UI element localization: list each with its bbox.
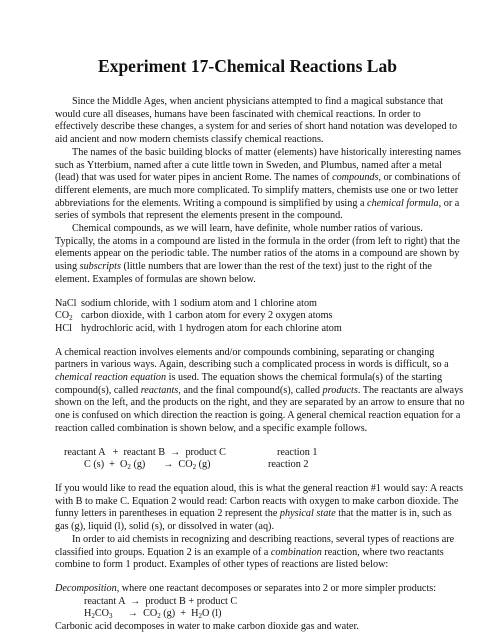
subscript: 2	[91, 612, 95, 621]
decomposition-general-equation	[55, 596, 465, 609]
subscript: 3	[109, 612, 113, 621]
text: that the matter is in, such as gas (g), liquid (l), solid (s), or dissolved in water (aq).	[55, 508, 452, 533]
decomposition-heading	[55, 583, 465, 596]
text: , or a series of symbols that represent the elements present in the compound.	[55, 197, 460, 222]
text: Chemical compounds, as we will learn, have definite, whole number ratios of various. Typically, the atoms in a compound are listed in the formula in the order (from left to right) that the elements appear on the periodic table. The number ratios of the atoms in a compound are shown by using	[55, 223, 460, 273]
equation-1-label: reaction 1	[277, 446, 318, 458]
text: O (l)	[201, 608, 222, 620]
formula-row	[55, 310, 465, 323]
text: (g) → CO	[130, 459, 193, 471]
text: reaction, where two reactants combine to form 1 product. Examples of other types of reactions are listed below:	[55, 546, 444, 571]
formula-symbol	[55, 310, 81, 323]
formula-row	[55, 323, 465, 336]
text: H	[84, 608, 92, 620]
paragraph-intro	[55, 96, 465, 147]
text: (g) + H	[160, 608, 199, 620]
decomposition-general-formula: reactant A → product B + product C	[84, 595, 238, 607]
term-chemical-formula: chemical formula	[367, 197, 439, 209]
equation-2-label: reaction 2	[268, 459, 309, 471]
term-reactants: reactants	[140, 384, 179, 396]
formula-subscript: 2	[69, 314, 73, 323]
text: , where one reactant decomposes or separates into 2 or more simpler products:	[116, 582, 437, 594]
term-chemical-reaction-equation: chemical reaction equation	[55, 372, 167, 384]
paragraph-reaction-equation	[55, 347, 465, 436]
text: → CO	[112, 608, 158, 620]
equation-reaction-2	[55, 459, 465, 472]
equation-reaction-1	[55, 447, 465, 460]
formula-symbol-text: HCl	[55, 322, 72, 334]
spacer	[55, 287, 465, 298]
text: (g)	[196, 459, 211, 471]
term-subscripts: subscripts	[79, 261, 121, 273]
term-decomposition: Decomposition	[55, 582, 117, 594]
paragraph-read-aloud	[55, 483, 465, 534]
formula-symbol-text: CO	[55, 310, 70, 322]
term-physical-state: physical state	[279, 508, 336, 520]
spacer	[55, 572, 465, 583]
formula-row	[55, 298, 465, 311]
text: In order to aid chemists in recognizing and describing reactions, several types of reactions are classified into groups. Equation 2 is an example of a	[55, 533, 455, 558]
decomposition-example-equation	[55, 608, 465, 621]
formula-symbol	[55, 298, 81, 311]
spacer	[55, 472, 465, 483]
paragraph-reaction-types	[55, 534, 465, 572]
subscript: 2	[192, 463, 197, 472]
equation-2-formula	[55, 459, 268, 472]
page-title: Experiment 17-Chemical Reactions Lab	[98, 56, 397, 76]
paragraph-intro-text: Since the Middle Ages, when ancient physicians attempted to find a magical substance that would cure all diseases, humans have been fascinated with chemical reactions. In order to effectively describe these changes, a system for and series of short hand notation was developed to aid ancient and now modern chemists classify chemical reactions.	[55, 96, 458, 146]
text: is used. The equation shows the chemical formula(s) of the starting compound(s), called	[55, 372, 443, 396]
document-body	[55, 96, 465, 634]
term-combination: combination	[270, 546, 322, 558]
decomposition-explanation: Carbonic acid decomposes in water to make carbon dioxide gas and water.	[55, 621, 359, 633]
decomposition-example-formula	[55, 608, 221, 621]
text: . The reactants are always shown on the left, and the products on the right, and they are separated by an arrow to ensure that no one is confused on which direction the reaction is going. A general chemical reaction equation for a reaction called combination is shown below, and a specific example follows.	[55, 384, 465, 434]
paragraph-compounds	[55, 223, 465, 287]
spacer	[55, 436, 465, 447]
spacer	[55, 336, 465, 347]
paragraph-element-names	[55, 147, 465, 223]
term-products: products	[322, 384, 358, 396]
text: CO	[94, 608, 110, 620]
formula-description: sodium chloride, with 1 sodium atom and 1 chlorine atom	[81, 297, 317, 309]
subscript: 2	[157, 612, 161, 621]
formula-symbol-text: NaCl	[55, 297, 77, 309]
text: , and the final compound(s), called	[178, 384, 323, 396]
term-compounds: compounds	[332, 172, 379, 184]
formula-description: carbon dioxide, with 1 carbon atom for every 2 oxygen atoms	[81, 310, 333, 322]
text: A chemical reaction involves elements and/or compounds combining, separating or changing partners in various ways. Again, describing such a complicated process in words is difficult, so a	[55, 346, 449, 371]
subscript: 2	[198, 612, 202, 621]
formula-symbol	[55, 323, 81, 336]
text: If you would like to read the equation aloud, this is what the general reaction #1 would say: A reacts with B to make C. Equation 2 would read: Carbon reacts with oxygen to make carbon dioxide. The funny letters in parentheses in equation 2 represent the	[55, 482, 463, 520]
subscript: 2	[127, 463, 131, 472]
text: The names of the basic building blocks of matter (elements) have historically interesting names such as Ytterbium, named after a cute little town in Sweden, and Plumbus, named after a metal (lead) that was used for water pipes in ancient Rome. The names of	[55, 146, 461, 184]
text: (little numbers that are lower than the rest of the text) just to the right of the element. Examples of formulas are shown below.	[55, 261, 432, 285]
text: C (s) + O	[84, 459, 128, 471]
formula-description: hydrochloric acid, with 1 hydrogen atom for each chlorine atom	[81, 322, 342, 334]
text: , or combinations of different elements, are much more complicated. To simplify matters, chemists use one or two letter abbreviations for the elements. Writing a compound is simplified by using a	[55, 172, 461, 209]
equation-1-formula: reactant A + reactant B → product C	[64, 446, 226, 458]
